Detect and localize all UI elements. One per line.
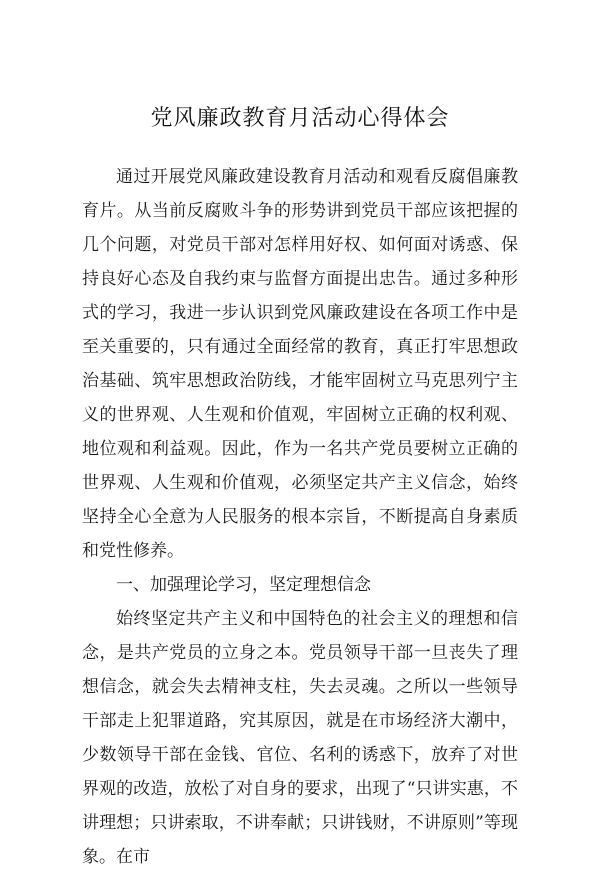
section-heading-1: 一、加强理论学习，坚定理想信念	[116, 575, 371, 595]
document-body	[82, 160, 518, 874]
document-title: 党风廉政教育月活动心得体会	[150, 106, 450, 131]
paragraph-intro: 通过开展党风廉政建设教育月活动和观看反腐倡廉教育片。从当前反腐败斗争的形势讲到党员干部应该把握的几个问题，对党员干部对怎样用好权、如何面对诱惑、保持良好心态及自我约束与监督方面提出忠告。通过多种形式的学习，我进一步认识到党风廉政建设在各项工作中是至关重要的，只有通过全面经常的教育，真正打牢思想政治基础、筑牢思想政治防线，才能牢固树立马克思列宁主义的世界观、人生观和价值观，牢固树立正确的权利观、地位观和利益观。因此，作为一名共产党员要树立正确的世界观、人生观和价值观，必须坚定共产主义信念，始终坚持全心全意为人民服务的根本宗旨，不断提高自身素质和党性修养。	[82, 167, 518, 561]
paragraph-section-1: 始终坚定共产主义和中国特色的社会主义的理想和信念，是共产党员的立身之本。党员领导干部一旦丧失了理想信念，就会失去精神支柱，失去灵魂。之所以一些领导干部走上犯罪道路，究其原因，就是在市场经济大潮中，少数领导干部在金钱、官位、名利的诱惑下，放弃了对世界观的改造，放松了对自身的要求，出现了“只讲实惠，不讲理想；只讲索取，不讲奉献；只讲钱财，不讲原则”等现象。在市	[82, 609, 518, 867]
